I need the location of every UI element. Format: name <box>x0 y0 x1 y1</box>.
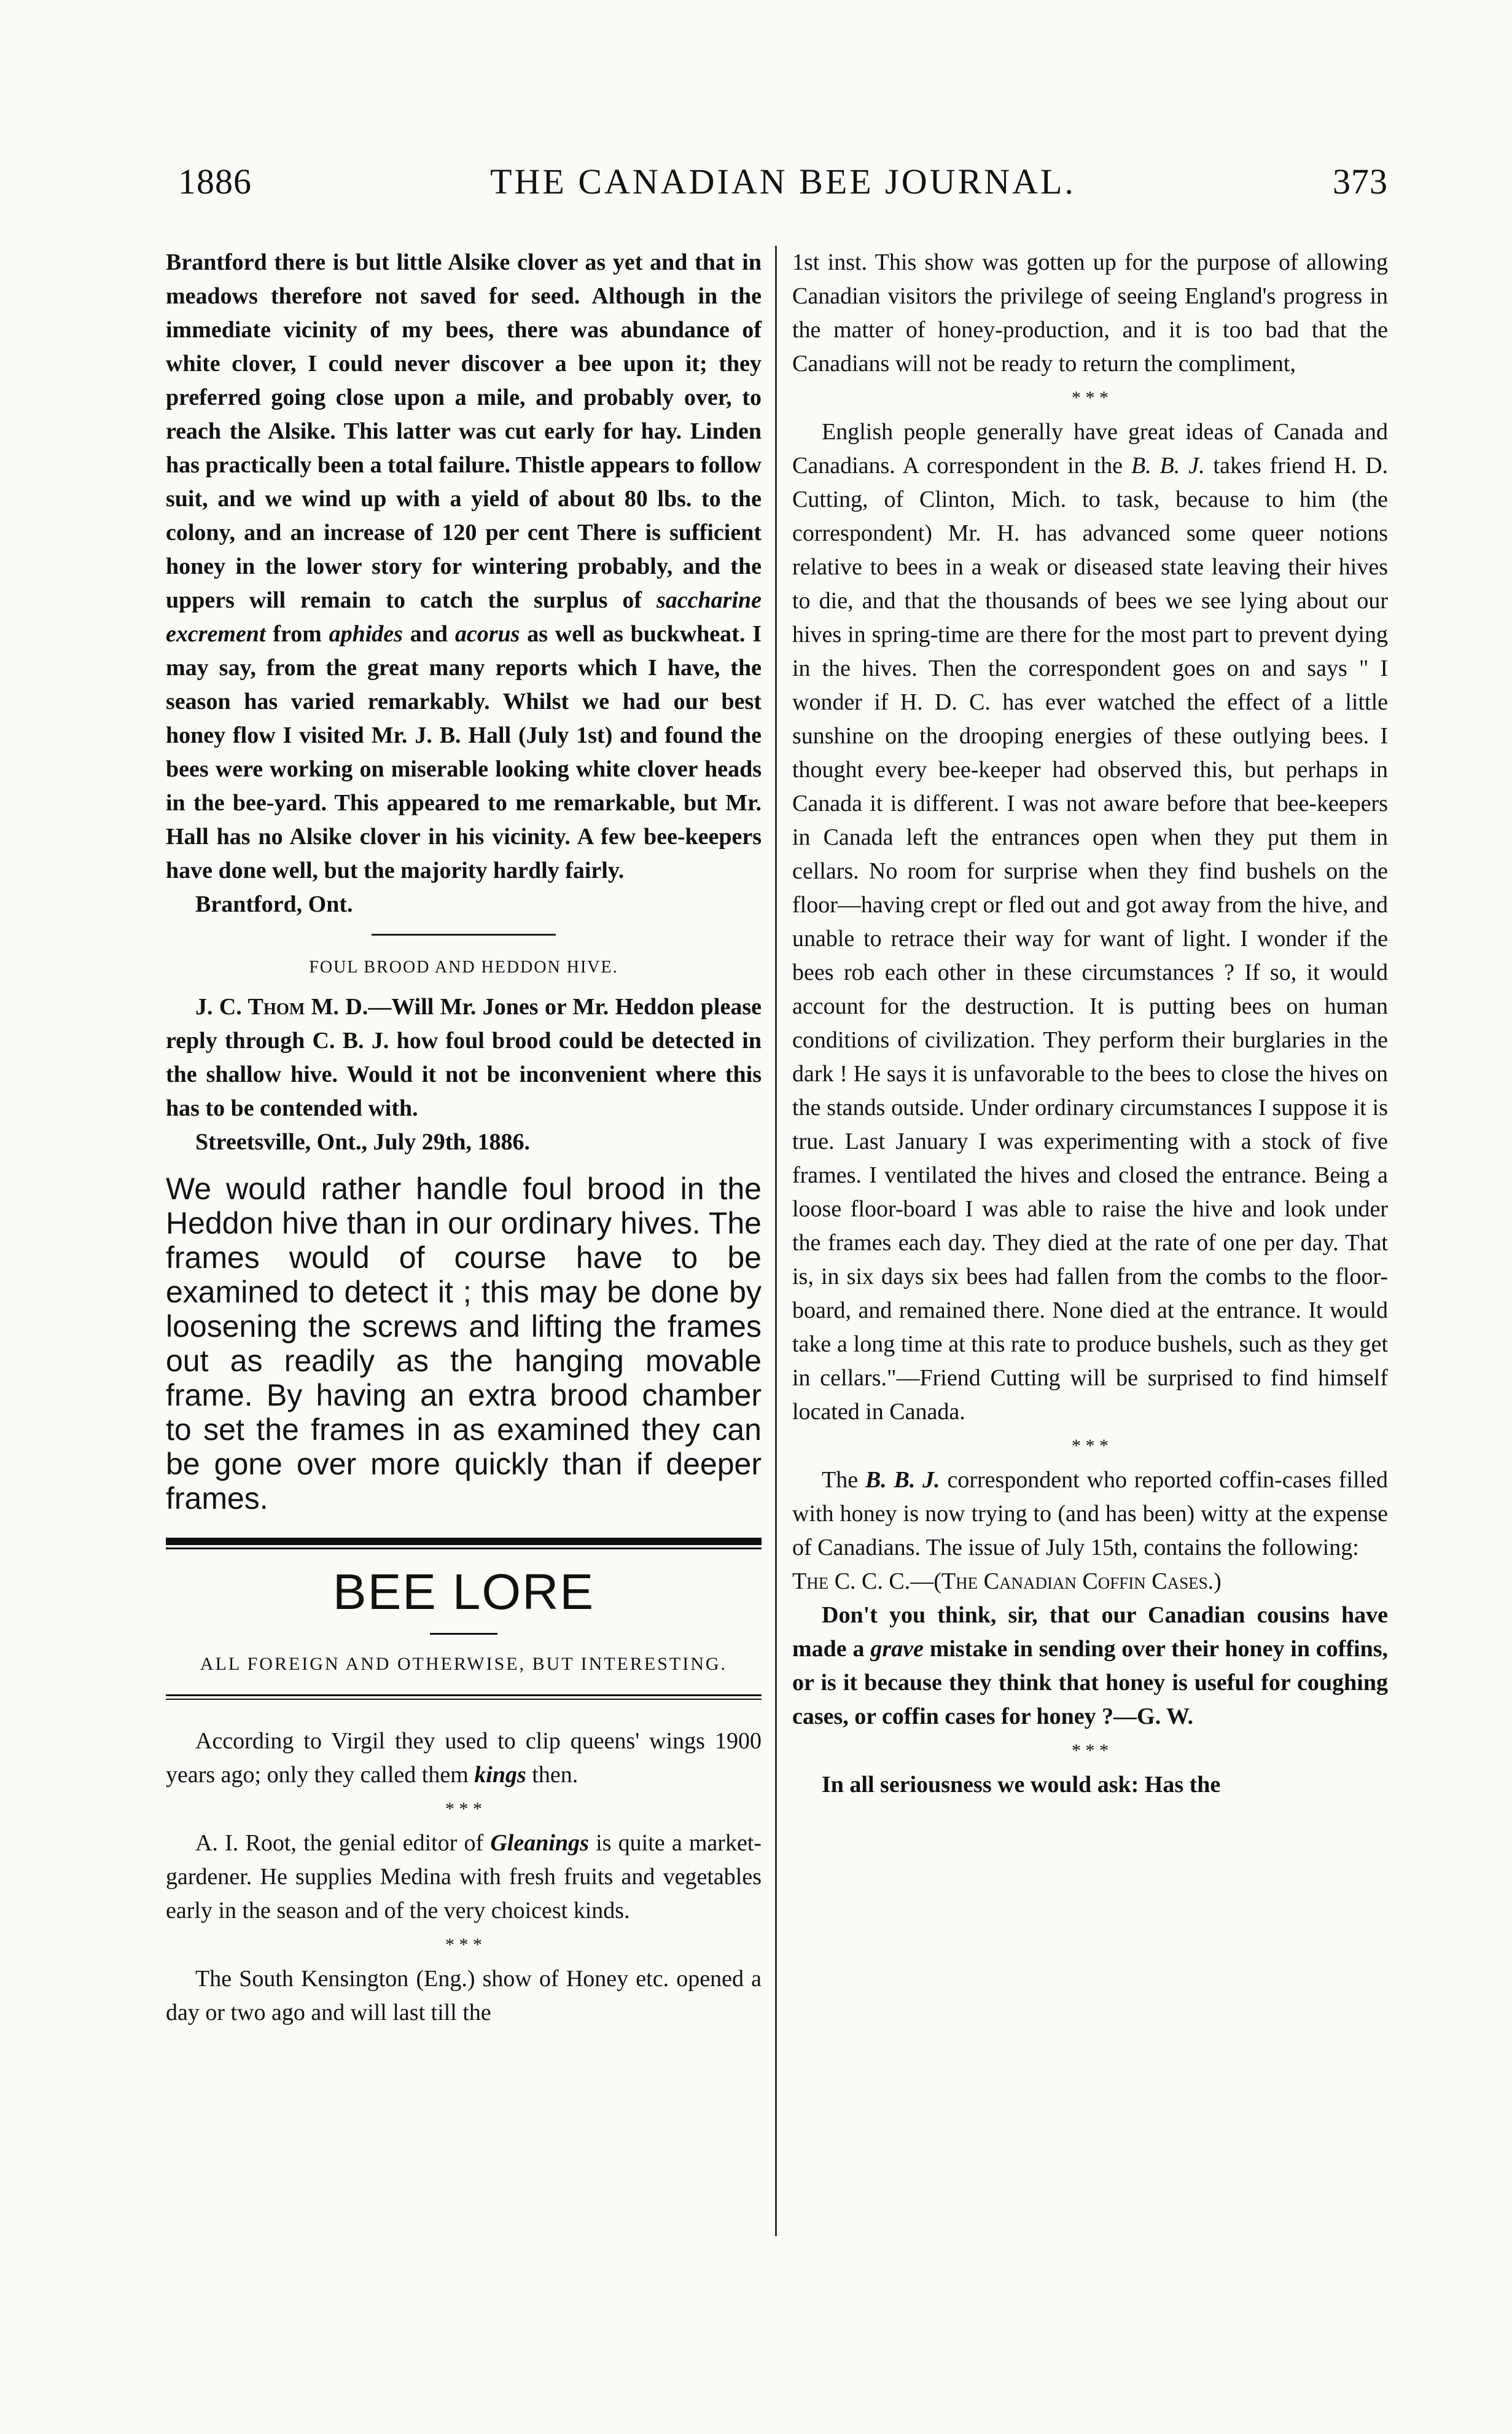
editor-reply: We would rather handle foul brood in the Heddon hive than in our ordinary hives. The frames would of course have to be examined to detect it ; this may be done by loosening the screws and lifting the frames out as readily as the hanging movable frame. By having an extra brood chamber to set the frames in as examined they can be gone over more quickly than if deeper frames. <box>166 1172 762 1516</box>
separator-stars: * * * <box>1072 1740 1109 1761</box>
lore-kensington: The South Kensington (Eng.) show of Honey etc. opened a day or two ago and will last till the <box>166 1966 762 2025</box>
separator-stars: * * * <box>1072 1436 1109 1456</box>
signature-brantford: Brantford, Ont. <box>195 891 353 917</box>
cutting-paragraph: English people generally have great ideas of Canada and Canadians. A correspondent in the B. B. J. takes friend H. D. Cutting, of Clinton, Mich. to task, because to him (the correspondent) Mr. H. has advanced some queer notions relative to bees in a weak or diseased state leaving their hives to die, and that the thousands of bees we see lying about our hives in spring-time are there for the most part to prevent dying in the hives. Then the correspondent goes on and says " I wonder if H. D. C. has ever watched the effect of a little sunshine on the drooping energies of these outlying bees. I thought every bee-keeper had observed this, but perhaps in Canada it is different. I was not aware before that bee-keepers in Canada left the entrances open when they put them in cellars. No room for surprise when they find bushels on the floor—having crept or fled out and got away from the hive, and unable to retrace their way for want of light. I wonder if the bees rob each other in these circumstances ? If so, it would account for the destruction. It is putting bees on human conditions of civilization. They perform their burglaries in the dark ! He says it is unfavorable to the bees to close the hives on the stands outside. Under ordinary circumstances I suppose it is true. Last January I was experimenting with a stock of five frames. I ventilated the hives and closed the entrance. Being a loose floor-board I was able to raise the hive and look under the frames each day. They died at the rate of one per day. That is, in six days six bees had fallen from the combs to the floor-board, and remained there. None died at the entrance. It would take a long time at this rate to produce bushels, such as they get in cellars."—Friend Cutting will be surprised to find himself located in Canada. <box>792 419 1389 1425</box>
title-rule <box>430 1633 497 1635</box>
column-divider <box>775 246 777 2236</box>
double-rule-top <box>166 1694 762 1696</box>
article-paragraph: Brantford there is but little Alsike clover as yet and that in meadows therefore not saved for seed. Although in the immediate vicinity of my bees, there was abundance of white clover, I could never discover a bee upon it; they preferred going close upon a mile, and probably over, to reach the Alsike. This latter was cut early for hay. Linden has practically been a total failure. Thistle appears to follow suit, and we wind up with a yield of about 80 lbs. to the colony, and an increase of 120 per cent There is sufficient honey in the lower story for wintering probably, and the uppers will remain to catch the surplus of saccharine excrement from aphides and acorus as well as buckwheat. I may say, from the great many reports which I have, the season has varied remarkably. Whilst we had our best honey flow I visited Mr. J. B. Hall (July 1st) and found the bees were working on miserable looking white clover heads in the bee-yard. This appeared to me remarkable, but Mr. Hall has no Alsike clover in his vicinity. A few bee-keepers have done well, but the majority hardly fairly. <box>166 249 762 883</box>
lore-virgil: According to Virgil they used to clip queens' wings 1900 years ago; only they called them kings then. <box>166 1728 762 1788</box>
closing-line: In all seriousness we would ask: Has the <box>822 1772 1221 1798</box>
separator-stars: * * * <box>445 1799 482 1819</box>
thick-rule <box>166 1538 762 1545</box>
separator-stars: * * * <box>445 1935 482 1955</box>
divider <box>372 934 556 936</box>
page-header <box>172 161 1394 210</box>
thin-rule <box>166 1548 762 1549</box>
journal-title: THE CANADIAN BEE JOURNAL. <box>490 162 1076 202</box>
bee-lore-subtitle: ALL FOREIGN AND OTHERWISE, BUT INTERESTING. <box>200 1654 728 1674</box>
double-rule-bottom <box>166 1699 762 1700</box>
left-column <box>166 246 762 2030</box>
letter-thom: J. C. Thom M. D.—Will Mr. Jones or Mr. Heddon please reply through C. B. J. how foul brood could be detected in the shallow hive. Would it not be inconvenient where this has to be contended with. <box>166 994 762 1121</box>
coffin-heading: The C. C. C.—(The Canadian Coffin Cases.) <box>792 1568 1222 1594</box>
lore-root: A. I. Root, the genial editor of Gleanings is quite a market-gardener. He supplies Medina with fresh fruits and vegetables early in the season and of the very choicest kinds. <box>166 1830 762 1923</box>
page-number: 373 <box>1333 162 1388 202</box>
gw-letter: Don't you think, sir, that our Canadian cousins have made a grave mistake in sending over their honey in coffins, or is it because they think that honey is useful for coughing cases, or coffin cases for honey ?—G. W. <box>792 1602 1388 1729</box>
year: 1886 <box>178 162 252 202</box>
separator-stars: * * * <box>1072 388 1109 408</box>
kensington-continued: 1st inst. This show was gotten up for the purpose of allowing Canadian visitors the privilege of seeing England's progress in the matter of honey-production, and it is too bad that the Canadians will not be ready to return the compliment, <box>792 249 1388 377</box>
heading-foul-brood: FOUL BROOD AND HEDDON HIVE. <box>309 958 618 977</box>
signature-streetsville: Streetsville, Ont., July 29th, 1886. <box>195 1129 531 1155</box>
coffin-paragraph: The B. B. J. correspondent who reported coffin-cases filled with honey is now trying to (and has been) witty at the expense of Canadians. The issue of July 15th, contains the following: <box>792 1467 1388 1560</box>
bee-lore-title: BEE LORE <box>332 1564 595 1620</box>
right-column <box>792 246 1388 1802</box>
